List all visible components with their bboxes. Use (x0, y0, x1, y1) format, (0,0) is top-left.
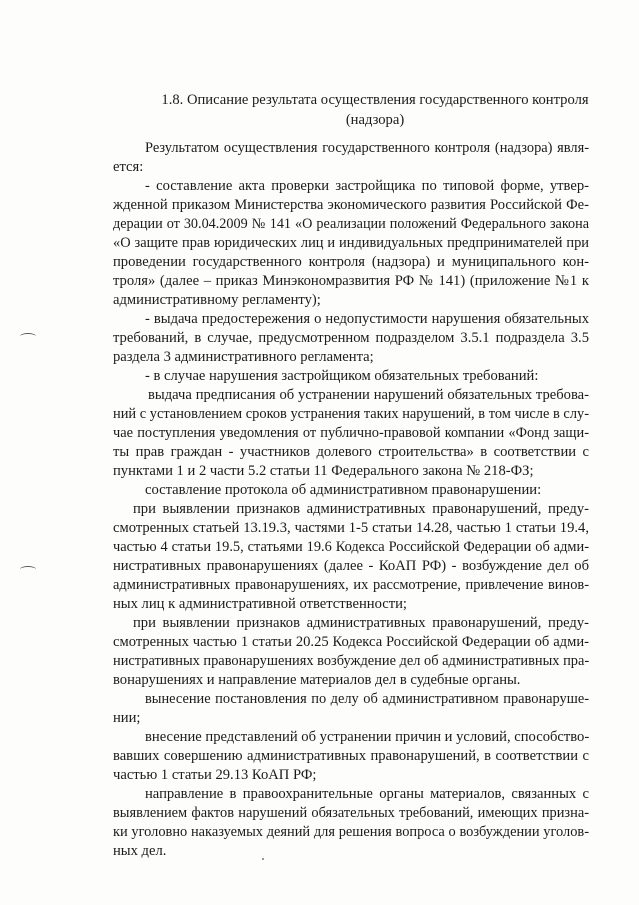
text-line: при выявлении признаков административных правонарушений, преду- (133, 615, 589, 631)
text-line: - в случае нарушения застройщиком обязательных требований: (145, 368, 539, 384)
punch-mark (20, 333, 36, 340)
text-line: проведении государственного контроля (надзора) и муниципального кон- (113, 254, 589, 270)
text-line: пунктами 1 и 2 части 5.2 статьи 11 Федерального закона № 218-ФЗ; (113, 463, 534, 479)
text-line: ных дел. (113, 843, 167, 859)
text-line: вавших совершению административных правонарушений, в соответствии с (113, 748, 589, 764)
text-line: ки уголовно наказуемых деяний для решения вопроса о возбуждении уголов- (113, 824, 589, 840)
text-line: троля» (далее – приказ Минэкономразвития РФ № 141) (приложение №1 к (113, 273, 589, 289)
text-line: вынесение постановления по делу об административном правонаруше- (145, 691, 589, 707)
text-line: нии; (113, 710, 141, 726)
text-line: ний с установлением сроков устранения таких нарушений, в том числе в слу- (113, 406, 589, 422)
punch-mark (20, 566, 36, 573)
text-line: ется: (113, 159, 144, 175)
text-line: ных лиц к административной ответственности; (113, 596, 407, 612)
text-line: направление в правоохранительные органы материалов, связанных с (145, 786, 589, 802)
text-line: смотренных частью 1 статьи 20.25 Кодекса Российской Федерации об адми- (113, 634, 589, 650)
text-line: жденной приказом Министерства экономического развития Российской Фе- (113, 197, 589, 213)
text-line: нистративных правонарушениях (далее - КоАП РФ) - возбуждение дел об (113, 558, 589, 574)
text-line: административному регламенту); (113, 292, 321, 308)
text-line: при выявлении признаков административных правонарушений, преду- (133, 501, 589, 517)
text-line: ты прав граждан - участников долевого строительства» в соответствии с (113, 444, 589, 460)
text-line: внесение представлений об устранении причин и условий, способство- (145, 729, 590, 745)
text-line: «О защите прав юридических лиц и индивидуальных предпринимателей при (113, 235, 589, 251)
text-line: Результатом осуществления государственного контроля (надзора) явля- (145, 140, 589, 156)
scan-speck (262, 858, 264, 860)
section-heading-line-1: 1.8. Описание результата осуществления государственного контроля (161, 92, 589, 108)
body-text (113, 139, 589, 861)
text-line: вонарушениях и направление материалов дел в судебные органы. (113, 672, 521, 688)
text-line: раздела 3 административного регламента; (113, 349, 374, 365)
text-line: дерации от 30.04.2009 № 141 «О реализации положений Федерального закона (113, 216, 589, 232)
text-line: - составление акта проверки застройщика по типовой форме, утвер- (145, 178, 589, 194)
text-line: нистративных правонарушениях возбуждение дел об административных пра- (113, 653, 590, 669)
text-line: частью 4 статьи 19.5, статьями 19.6 Кодекса Российской Федерации об адми- (113, 539, 589, 555)
text-line: выдача предписания об устранении нарушений обязательных требова- (148, 387, 589, 403)
text-line: требований, в случае, предусмотренном подразделом 3.5.1 подраздела 3.5 (113, 330, 589, 346)
section-heading (140, 90, 610, 130)
text-line: смотренных статьей 13.19.3, частями 1-5 статьи 14.28, частью 1 статьи 19.4, (113, 520, 589, 536)
text-line: - выдача предостережения о недопустимости нарушения обязательных (145, 311, 589, 327)
section-heading-line-2: (надзора) (345, 112, 405, 128)
text-line: административных правонарушениях, их рассмотрение, привлечение винов- (113, 577, 589, 593)
text-line: чае поступления уведомления от публично-правовой компании «Фонд защи- (113, 425, 589, 441)
text-line: составление протокола об административном правонарушении: (145, 482, 542, 498)
text-line: частью 1 статьи 29.13 КоАП РФ; (113, 767, 317, 783)
text-line: выявлением фактов нарушений обязательных требований, имеющих призна- (113, 805, 589, 821)
